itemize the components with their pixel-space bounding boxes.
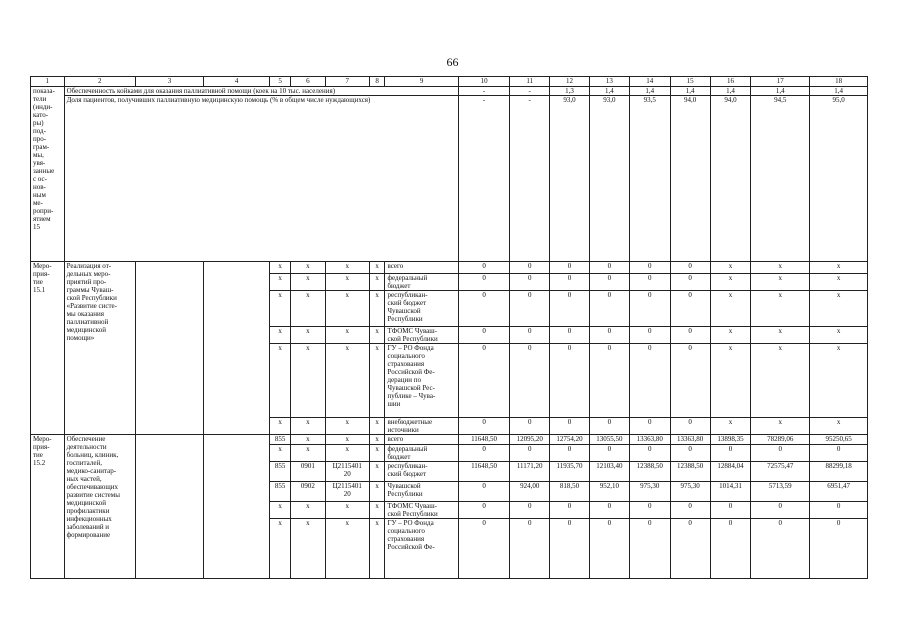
funding-value: 0	[589, 262, 629, 274]
funding-source: внебюджетные источники	[385, 418, 458, 435]
funding-value: 0	[751, 519, 810, 579]
funding-value: 0	[458, 418, 509, 435]
funding-value: 0	[589, 445, 629, 462]
empty-cell	[204, 435, 270, 579]
funding-value: 0	[589, 502, 629, 519]
funding-value: 0	[458, 291, 509, 327]
funding-value: 0	[629, 445, 670, 462]
code-cell: x	[325, 344, 369, 418]
funding-value: 0	[710, 519, 751, 579]
funding-value: 0	[670, 291, 710, 327]
funding-value: x	[810, 344, 868, 418]
code-cell: x	[291, 274, 326, 291]
header-cell: 11	[510, 77, 550, 87]
funding-value: 0	[629, 418, 670, 435]
funding-source: федеральный бюджет	[385, 445, 458, 462]
indicator-value: -	[458, 87, 509, 96]
funding-value: 0	[670, 519, 710, 579]
funding-value: 0	[629, 519, 670, 579]
code-cell: Ц2115401 20	[325, 482, 369, 502]
code-cell: x	[325, 519, 369, 579]
funding-value: 0	[458, 502, 509, 519]
indicator-value: -	[458, 96, 509, 262]
header-cell: 12	[550, 77, 590, 87]
funding-value: 952,10	[589, 482, 629, 502]
indicator-value: 94,0	[670, 96, 710, 262]
indicator-value: 1,4	[810, 87, 868, 96]
indicator-value: 1,3	[550, 87, 590, 96]
header-cell: 3	[135, 77, 203, 87]
funding-value: 0	[550, 519, 590, 579]
funding-value: 0	[629, 262, 670, 274]
header-cell: 16	[710, 77, 751, 87]
funding-value: 0	[629, 327, 670, 344]
funding-value: 0	[550, 274, 590, 291]
funding-value: 0	[670, 262, 710, 274]
funding-value: 0	[510, 445, 550, 462]
code-cell: x	[291, 262, 326, 274]
code-cell: x	[325, 291, 369, 327]
code-cell: x	[369, 262, 385, 274]
code-cell: x	[270, 274, 291, 291]
funding-value: 95250,65	[810, 435, 868, 445]
header-cell: 15	[670, 77, 710, 87]
measure-label: Меро- прия- тие 15.1	[31, 262, 65, 435]
funding-value: 0	[458, 344, 509, 418]
indicator-value: 1,4	[710, 87, 751, 96]
indicator-value: 1,4	[751, 87, 810, 96]
funding-value: 0	[458, 445, 509, 462]
indicators-label: показа- тели (инди- като- ры) под- про- грам- мы, увя- занные с ос- нов- ным ме- ропри- ятием 15	[31, 87, 65, 262]
header-cell: 4	[204, 77, 270, 87]
indicator-value: -	[510, 96, 550, 262]
program-table	[30, 76, 868, 579]
funding-value: 0	[751, 502, 810, 519]
funding-value: x	[751, 291, 810, 327]
funding-value: x	[810, 418, 868, 435]
funding-value: 12388,50	[629, 462, 670, 482]
measure-row	[31, 435, 868, 445]
code-cell: 855	[270, 435, 291, 445]
indicator-value: 94,5	[751, 96, 810, 262]
code-cell: x	[270, 502, 291, 519]
funding-value: 0	[510, 418, 550, 435]
indicator-value: 93,0	[550, 96, 590, 262]
code-cell: x	[369, 435, 385, 445]
indicator-value: 95,0	[810, 96, 868, 262]
funding-value: 12754,20	[550, 435, 590, 445]
funding-value: 0	[550, 327, 590, 344]
measure-name: Реализация от- дельных меро- приятий про- граммы Чуваш- ской Республики «Развитие систе- мы оказания паллиативной медицинской помощи»	[64, 262, 135, 435]
code-cell: x	[291, 291, 326, 327]
funding-value: 0	[510, 344, 550, 418]
funding-value: x	[810, 262, 868, 274]
funding-value: 0	[458, 482, 509, 502]
code-cell: x	[369, 445, 385, 462]
funding-value: 0	[510, 327, 550, 344]
funding-value: x	[751, 262, 810, 274]
code-cell: x	[291, 344, 326, 418]
code-cell: 855	[270, 462, 291, 482]
header-cell: 5	[270, 77, 291, 87]
funding-value: 924,00	[510, 482, 550, 502]
code-cell: Ц2115401 20	[325, 462, 369, 482]
funding-value: 0	[629, 291, 670, 327]
funding-source: ГУ – РО Фонда социального страхования Российской Фе-	[385, 519, 458, 579]
header-cell: 6	[291, 77, 326, 87]
code-cell: x	[270, 519, 291, 579]
funding-value: 0	[589, 291, 629, 327]
funding-value: x	[810, 327, 868, 344]
code-cell: 0901	[291, 462, 326, 482]
funding-value: 0	[670, 344, 710, 418]
funding-value: x	[810, 291, 868, 327]
funding-value: x	[710, 291, 751, 327]
header-cell: 8	[369, 77, 385, 87]
empty-cell	[135, 262, 203, 435]
funding-value: 88299,18	[810, 462, 868, 482]
funding-value: 0	[510, 274, 550, 291]
header-cell: 9	[385, 77, 458, 87]
code-cell: x	[325, 435, 369, 445]
funding-value: 0	[710, 502, 751, 519]
funding-value: 0	[510, 291, 550, 327]
funding-value: 6951,47	[810, 482, 868, 502]
header-cell: 17	[751, 77, 810, 87]
funding-value: x	[810, 274, 868, 291]
funding-source: ТФОМС Чуваш- ской Республики	[385, 502, 458, 519]
code-cell: x	[325, 445, 369, 462]
code-cell: x	[369, 502, 385, 519]
funding-source: всего	[385, 435, 458, 445]
indicator-value: 1,4	[629, 87, 670, 96]
funding-value: 0	[670, 445, 710, 462]
funding-value: x	[751, 274, 810, 291]
funding-value: 13363,80	[629, 435, 670, 445]
indicator-value: 93,0	[589, 96, 629, 262]
funding-value: 0	[550, 344, 590, 418]
code-cell: x	[270, 327, 291, 344]
header-cell: 18	[810, 77, 868, 87]
funding-source: республикан- ский бюджет	[385, 462, 458, 482]
funding-value: 0	[751, 445, 810, 462]
code-cell: x	[291, 418, 326, 435]
funding-value: 11648,50	[458, 435, 509, 445]
code-cell: x	[325, 327, 369, 344]
funding-source: ТФОМС Чуваш- ской Республики	[385, 327, 458, 344]
funding-value: 0	[589, 519, 629, 579]
funding-value: 13363,80	[670, 435, 710, 445]
code-cell: x	[291, 435, 326, 445]
header-cell: 13	[589, 77, 629, 87]
measure-row	[31, 262, 868, 274]
code-cell: x	[325, 418, 369, 435]
funding-value: 0	[550, 291, 590, 327]
code-cell: x	[270, 445, 291, 462]
funding-value: 0	[458, 262, 509, 274]
funding-value: 0	[710, 445, 751, 462]
funding-value: 0	[670, 274, 710, 291]
funding-value: 78289,06	[751, 435, 810, 445]
funding-source: всего	[385, 262, 458, 274]
funding-value: 0	[550, 418, 590, 435]
indicator-name: Доля пациентов, получивших паллиативную медицинскую помощь (% в общем числе нуждающихся)	[64, 96, 458, 262]
header-cell: 7	[325, 77, 369, 87]
funding-value: x	[751, 344, 810, 418]
code-cell: x	[325, 262, 369, 274]
header-cell: 2	[64, 77, 135, 87]
funding-value: 1014,31	[710, 482, 751, 502]
funding-source: федеральный бюджет	[385, 274, 458, 291]
funding-value: 11648,50	[458, 462, 509, 482]
indicator-value: 93,5	[629, 96, 670, 262]
funding-value: x	[710, 327, 751, 344]
funding-value: 11935,70	[550, 462, 590, 482]
code-cell: 855	[270, 482, 291, 502]
funding-value: 5713,59	[751, 482, 810, 502]
header-cell: 1	[31, 77, 65, 87]
header-row	[31, 77, 868, 87]
funding-value: 818,50	[550, 482, 590, 502]
funding-value: 13055,50	[589, 435, 629, 445]
funding-value: 0	[510, 519, 550, 579]
funding-value: 0	[458, 519, 509, 579]
code-cell: x	[291, 327, 326, 344]
funding-value: x	[710, 418, 751, 435]
indicator-value: -	[510, 87, 550, 96]
indicator-name: Обеспеченность койками для оказания паллиативной помощи (коек на 10 тыс. населения)	[64, 87, 458, 96]
code-cell: x	[369, 291, 385, 327]
funding-value: 0	[458, 274, 509, 291]
code-cell: x	[291, 502, 326, 519]
code-cell: x	[369, 519, 385, 579]
funding-value: 12103,40	[589, 462, 629, 482]
funding-value: 72575,47	[751, 462, 810, 482]
funding-value: 0	[629, 344, 670, 418]
funding-value: 0	[670, 502, 710, 519]
funding-value: 0	[629, 502, 670, 519]
code-cell: x	[325, 502, 369, 519]
funding-value: 0	[510, 502, 550, 519]
code-cell: x	[325, 274, 369, 291]
funding-value: 0	[550, 502, 590, 519]
measure-name: Обеспечение деятельности больниц, клиник, госпиталей, медико-санитар- ных частей, обеспечивающих развитие системы медицинской профилактики инфекционных заболеваний и формирование	[64, 435, 135, 579]
funding-value: x	[710, 262, 751, 274]
code-cell: x	[270, 291, 291, 327]
funding-value: 0	[589, 344, 629, 418]
funding-value: 11171,20	[510, 462, 550, 482]
code-cell: x	[369, 344, 385, 418]
indicator-value: 1,4	[589, 87, 629, 96]
funding-value: 0	[629, 274, 670, 291]
funding-value: 0	[510, 262, 550, 274]
funding-value: 0	[589, 327, 629, 344]
funding-value: 975,30	[670, 482, 710, 502]
code-cell: x	[291, 445, 326, 462]
funding-source: республикан- ский бюджет Чувашской Республики	[385, 291, 458, 327]
indicator-value: 1,4	[670, 87, 710, 96]
indicator-row	[31, 96, 868, 262]
funding-value: 12884,04	[710, 462, 751, 482]
code-cell: x	[369, 462, 385, 482]
funding-value: 0	[589, 274, 629, 291]
indicator-value: 94,0	[710, 96, 751, 262]
funding-value: 12095,20	[510, 435, 550, 445]
measure-label: Меро- прия- тие 15.2	[31, 435, 65, 579]
empty-cell	[204, 262, 270, 435]
empty-cell	[135, 435, 203, 579]
funding-value: 0	[670, 418, 710, 435]
funding-value: x	[710, 274, 751, 291]
funding-value: 12388,50	[670, 462, 710, 482]
code-cell: x	[270, 418, 291, 435]
funding-value: 0	[458, 327, 509, 344]
code-cell: x	[291, 519, 326, 579]
code-cell: x	[369, 327, 385, 344]
funding-value: 0	[810, 502, 868, 519]
code-cell: x	[369, 274, 385, 291]
funding-source: Чувашской Республики	[385, 482, 458, 502]
funding-value: x	[751, 327, 810, 344]
code-cell: x	[270, 344, 291, 418]
code-cell: x	[369, 482, 385, 502]
funding-value: 0	[810, 519, 868, 579]
funding-value: 0	[550, 262, 590, 274]
funding-value: 0	[810, 445, 868, 462]
page-number: 66	[446, 55, 459, 69]
code-cell: x	[369, 418, 385, 435]
funding-value: 0	[589, 418, 629, 435]
funding-value: 0	[670, 327, 710, 344]
funding-value: 0	[550, 445, 590, 462]
funding-value: 975,30	[629, 482, 670, 502]
header-cell: 14	[629, 77, 670, 87]
header-cell: 10	[458, 77, 509, 87]
funding-source: ГУ – РО Фонда социального страхования Российской Фе- дерации по Чувашской Рес- публике – Чува- шии	[385, 344, 458, 418]
funding-value: 13898,35	[710, 435, 751, 445]
funding-value: x	[710, 344, 751, 418]
code-cell: x	[270, 262, 291, 274]
code-cell: 0902	[291, 482, 326, 502]
funding-value: x	[751, 418, 810, 435]
indicator-row	[31, 87, 868, 96]
